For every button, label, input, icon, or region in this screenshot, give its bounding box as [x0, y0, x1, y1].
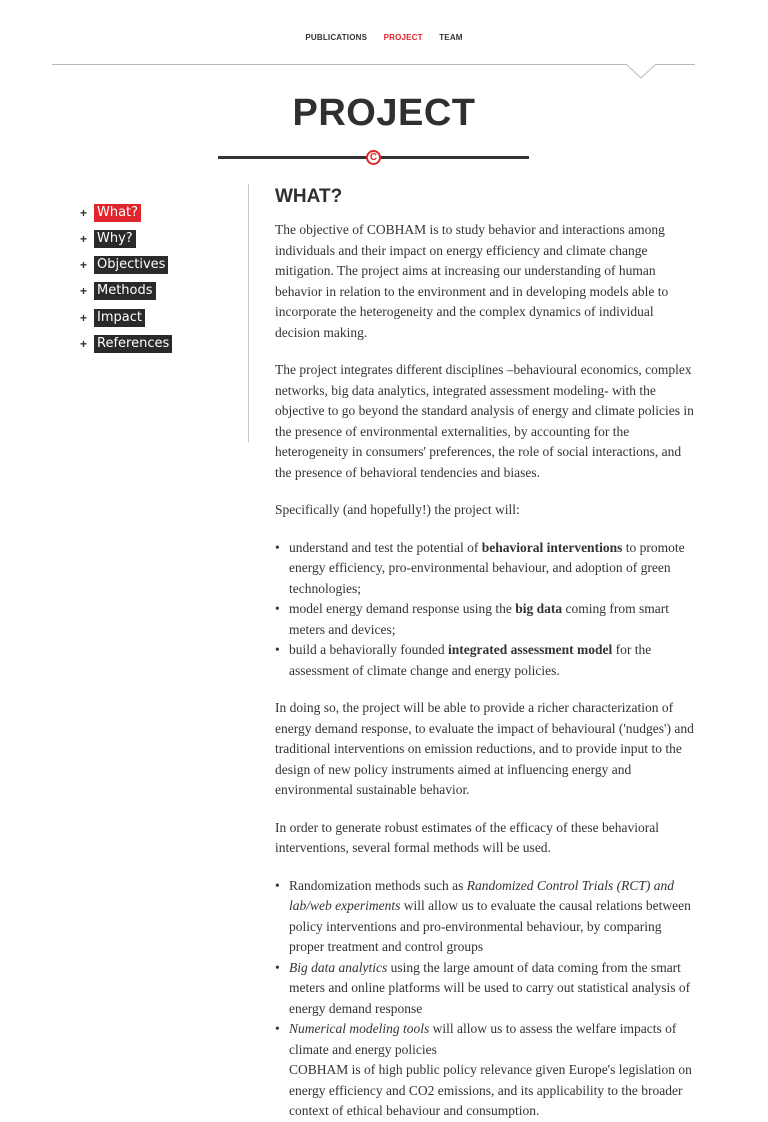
list-item-text: for the assessment of climate change and energy policies. — [289, 642, 652, 678]
sidebar-item-objectives[interactable] — [80, 256, 172, 275]
sidebar-item-impact[interactable] — [80, 308, 172, 327]
paragraph-integration: The project integrates different disciplines –behavioural economics, complex networks, big data analytics, integrated assessment modeling- with the objective to go beyond the standard analysis of energy and climate policies in the presence of environmental externalities, by accounting for the heterogeneity in consumers' preferences, the role of social interactions, and the presence of behavioral tendencies and biases. — [275, 362, 694, 480]
list-item-text: coming from smart meters and devices; — [289, 601, 669, 637]
plus-icon: + — [80, 336, 88, 351]
nav-divider — [52, 64, 695, 65]
paragraph-objective: The objective of COBHAM is to study behavior and interactions among individuals and their impact on energy efficiency and climate change mitigation. The project aims at increasing our understanding of human behavior in relation to the environment and in developing models able to incorporate the heterogeneity and the complex dynamics of individual decision making. — [275, 222, 669, 340]
paragraph-methods-intro: In order to generate robust estimates of the efficacy of these behavioral interventions, several formal methods will be used. — [275, 819, 659, 855]
list-item-emphasis: Randomized Control Trials (RCT) and lab/web experiments — [289, 877, 675, 913]
sidebar-item-label[interactable]: Objectives — [94, 256, 168, 274]
list-item — [275, 1019, 700, 1122]
plus-icon: + — [80, 205, 88, 220]
list-item-text: build a behaviorally founded — [289, 642, 448, 657]
sidebar-divider — [248, 184, 249, 442]
plus-icon: + — [80, 231, 88, 246]
list-item — [275, 876, 700, 958]
nav-project[interactable]: PROJECT — [383, 33, 423, 42]
list-item-text: Randomization methods such as — [289, 877, 467, 893]
sidebar-item-label[interactable]: Methods — [94, 282, 156, 300]
paragraph-intro-list: Specifically (and hopefully!) the project will: — [275, 502, 520, 517]
plus-icon: + — [80, 258, 88, 273]
sidebar-item-references[interactable] — [80, 334, 172, 353]
sidebar-item-label[interactable]: References — [94, 335, 172, 353]
plus-icon: + — [80, 284, 88, 299]
paragraph-outcomes: In doing so, the project will be able to provide a richer characterization of energy demand response, to evaluate the impact of behavioural ('nudges') and traditional interventions on emission reductions, and to provide input to the design of new policy instruments aimed at influencing energy and environmental sustainable behavior. — [275, 700, 694, 797]
list-item-emphasis: behavioral interventions — [481, 539, 623, 555]
top-nav — [0, 33, 768, 42]
cobham-logo-icon: C — [366, 150, 381, 165]
policy-relevance-text: COBHAM is of high public policy relevance given Europe's legislation on energy efficiency and CO2 emissions, and its applicability to the broader context of ethical behaviour and consumption. — [289, 1062, 692, 1118]
list-item-text: understand and test the potential of — [289, 539, 482, 555]
nav-team[interactable]: TEAM — [439, 33, 463, 42]
nav-pointer-icon — [626, 64, 656, 80]
list-item — [275, 958, 700, 1020]
sidebar-item-label[interactable]: Why? — [94, 230, 136, 248]
sidebar-item-label[interactable]: What? — [94, 204, 141, 222]
list-item-emphasis: big data — [515, 601, 563, 616]
sidebar-item-why[interactable] — [80, 229, 172, 248]
list-item-text: using the large amount of data coming from the smart meters and online platforms will be used to carry out statistical analysis of energy demand response — [289, 959, 691, 1016]
list-item-emphasis: integrated assessment model — [447, 642, 613, 657]
plus-icon: + — [80, 310, 88, 325]
list-item-emphasis: Big data analytics — [289, 959, 388, 975]
sidebar-item-methods[interactable] — [80, 282, 172, 301]
sidebar-item-what[interactable] — [80, 203, 172, 222]
main-content — [275, 186, 700, 1122]
sidebar-item-label[interactable]: Impact — [94, 309, 145, 327]
goals-list — [275, 538, 700, 682]
list-item — [275, 640, 700, 681]
sidebar — [80, 203, 172, 361]
list-item-text: to promote energy efficiency, pro-environmental behaviour, and adoption of green technologies; — [289, 539, 685, 596]
methods-list — [275, 876, 700, 1122]
section-title: WHAT? — [275, 186, 343, 207]
list-item — [275, 538, 700, 600]
page-title: PROJECT — [292, 92, 476, 134]
nav-publications[interactable]: PUBLICATIONS — [305, 33, 368, 42]
list-item-text: model energy demand response using the — [289, 601, 516, 616]
list-item-text: will allow us to assess the welfare impacts of climate and energy policies — [289, 1021, 677, 1057]
list-item-text: will allow us to evaluate the causal relations between policy interventions and pro-environmental behaviour, by comparing proper treatment and control groups — [289, 898, 691, 954]
list-item-emphasis: Numerical modeling tools — [289, 1021, 430, 1036]
list-item — [275, 599, 700, 640]
